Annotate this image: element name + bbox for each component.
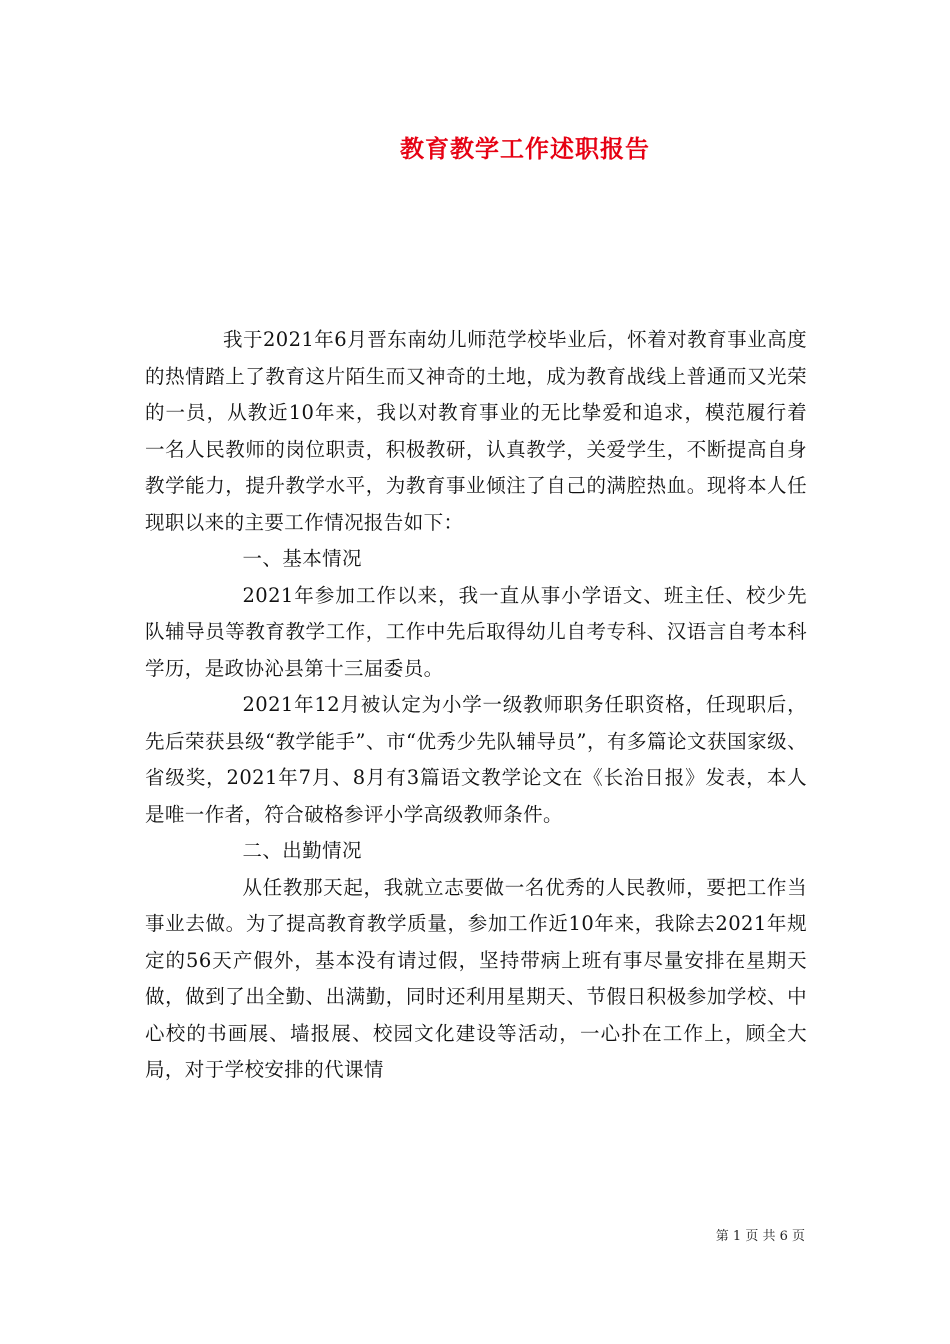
section-heading-basic: 一、基本情况 — [242, 547, 362, 570]
document-body — [145, 322, 807, 1089]
paragraph-basic-2: 2021年12月被认定为小学一级教师职务任职资格，任现职后，先后荣获县级“教学能手”、市“优秀少先队辅导员”，有多篇论文获国家级、省级奖，2021年7月、8月有3篇语文教学论文在《长治日报》发表，本人是唯一作者，符合破格参评小学高级教师条件。 — [145, 693, 807, 826]
paragraph-basic-1: 2021年参加工作以来，我一直从事小学语文、班主任、校少先队辅导员等教育教学工作，工作中先后取得幼儿自考专科、汉语言自考本科学历，是政协沁县第十三届委员。 — [145, 583, 807, 680]
page-number: 第 1 页 共 6 页 — [715, 1229, 805, 1244]
section-heading-attendance: 二、出勤情况 — [242, 839, 362, 862]
paragraph-intro: 我于2021年6月晋东南幼儿师范学校毕业后，怀着对教育事业高度的热情踏上了教育这片陌生而又神奇的土地，成为教育战线上普通而又光荣的一员，从教近10年来，我以对教育事业的无比挚爱和追求，模范履行着一名人民教师的岗位职责，积极教研，认真教学，关爱学生，不断提高自身教学能力，提升教学水平，为教育事业倾注了自己的满腔热血。现将本人任现职以来的主要工作情况报告如下： — [145, 328, 807, 534]
document-title: 教育教学工作述职报告 — [400, 134, 650, 163]
paragraph-attendance: 从任教那天起，我就立志要做一名优秀的人民教师，要把工作当事业去做。为了提高教育教学质量，参加工作近10年来，我除去2021年规定的56天产假外，基本没有请过假，坚持带病上班有事尽量安排在星期天做，做到了出全勤、出满勤，同时还利用星期天、节假日积极参加学校、中心校的书画展、墙报展、校园文化建设等活动，一心扑在工作上，顾全大局，对于学校安排的代课情 — [145, 875, 807, 1081]
